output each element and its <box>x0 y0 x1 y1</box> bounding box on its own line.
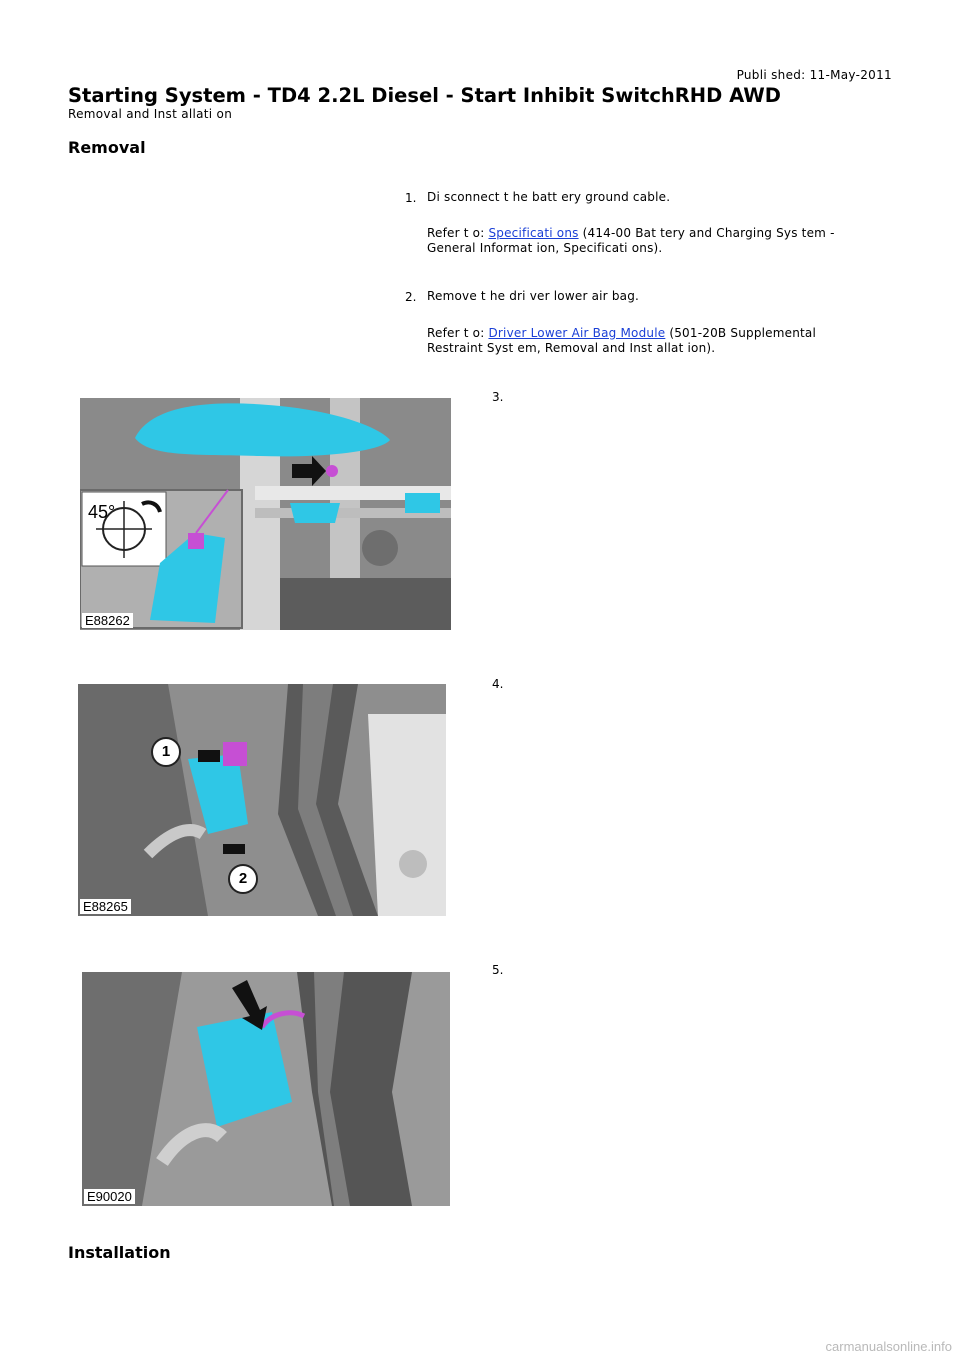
step-3-number: 3. <box>492 390 504 404</box>
published-date: Publi shed: 11-May-2011 <box>736 68 892 82</box>
figure-e90020 <box>82 972 450 1206</box>
angle-label: 45° <box>88 502 116 522</box>
step-2-text: Remove t he dri ver lower air bag. <box>427 289 640 303</box>
page-subtitle: Removal and Inst allati on <box>68 107 233 121</box>
figure-e88265 <box>78 684 446 916</box>
step-1-text: Di sconnect t he batt ery ground cable. <box>427 190 671 204</box>
step-1-reference <box>427 226 877 256</box>
step-1-number: 1. <box>405 191 417 205</box>
step-2-ref-suffix-2: Restraint Syst em, Removal and Inst allat ion). <box>427 341 716 355</box>
figure-e88265-illustration <box>78 684 446 916</box>
step-4-number: 4. <box>492 677 504 691</box>
step-2-number: 2. <box>405 290 417 304</box>
callout-2: 2 <box>228 864 258 894</box>
section-installation: Installation <box>68 1243 171 1262</box>
driver-lower-air-bag-module-link[interactable]: Driver Lower Air Bag Module <box>488 326 666 340</box>
step-1-ref-suffix-2: General Informat ion, Specificati ons). <box>427 241 663 255</box>
section-removal: Removal <box>68 138 146 157</box>
step-2-ref-prefix: Refer t o: <box>427 326 485 340</box>
step-2-ref-suffix: (501-20B Supplemental <box>669 326 817 340</box>
step-1-ref-prefix: Refer t o: <box>427 226 485 240</box>
figure-e90020-illustration <box>82 972 450 1206</box>
step-1-ref-suffix: (414-00 Bat tery and Charging Sys tem - <box>582 226 835 240</box>
step-2-reference <box>427 326 877 356</box>
figure-e88262 <box>80 398 451 630</box>
watermark: carmanualsonline.info <box>825 1339 952 1354</box>
figure-label: E90020 <box>84 1189 135 1204</box>
figure-label: E88265 <box>80 899 131 914</box>
figure-label: E88262 <box>82 613 133 628</box>
figure-e88262-illustration <box>80 398 451 630</box>
callout-1: 1 <box>151 737 181 767</box>
page-title: Starting System - TD4 2.2L Diesel - Start Inhibit SwitchRHD AWD <box>68 84 781 107</box>
step-5-number: 5. <box>492 963 504 977</box>
specifications-link[interactable]: Specificati ons <box>488 226 579 240</box>
